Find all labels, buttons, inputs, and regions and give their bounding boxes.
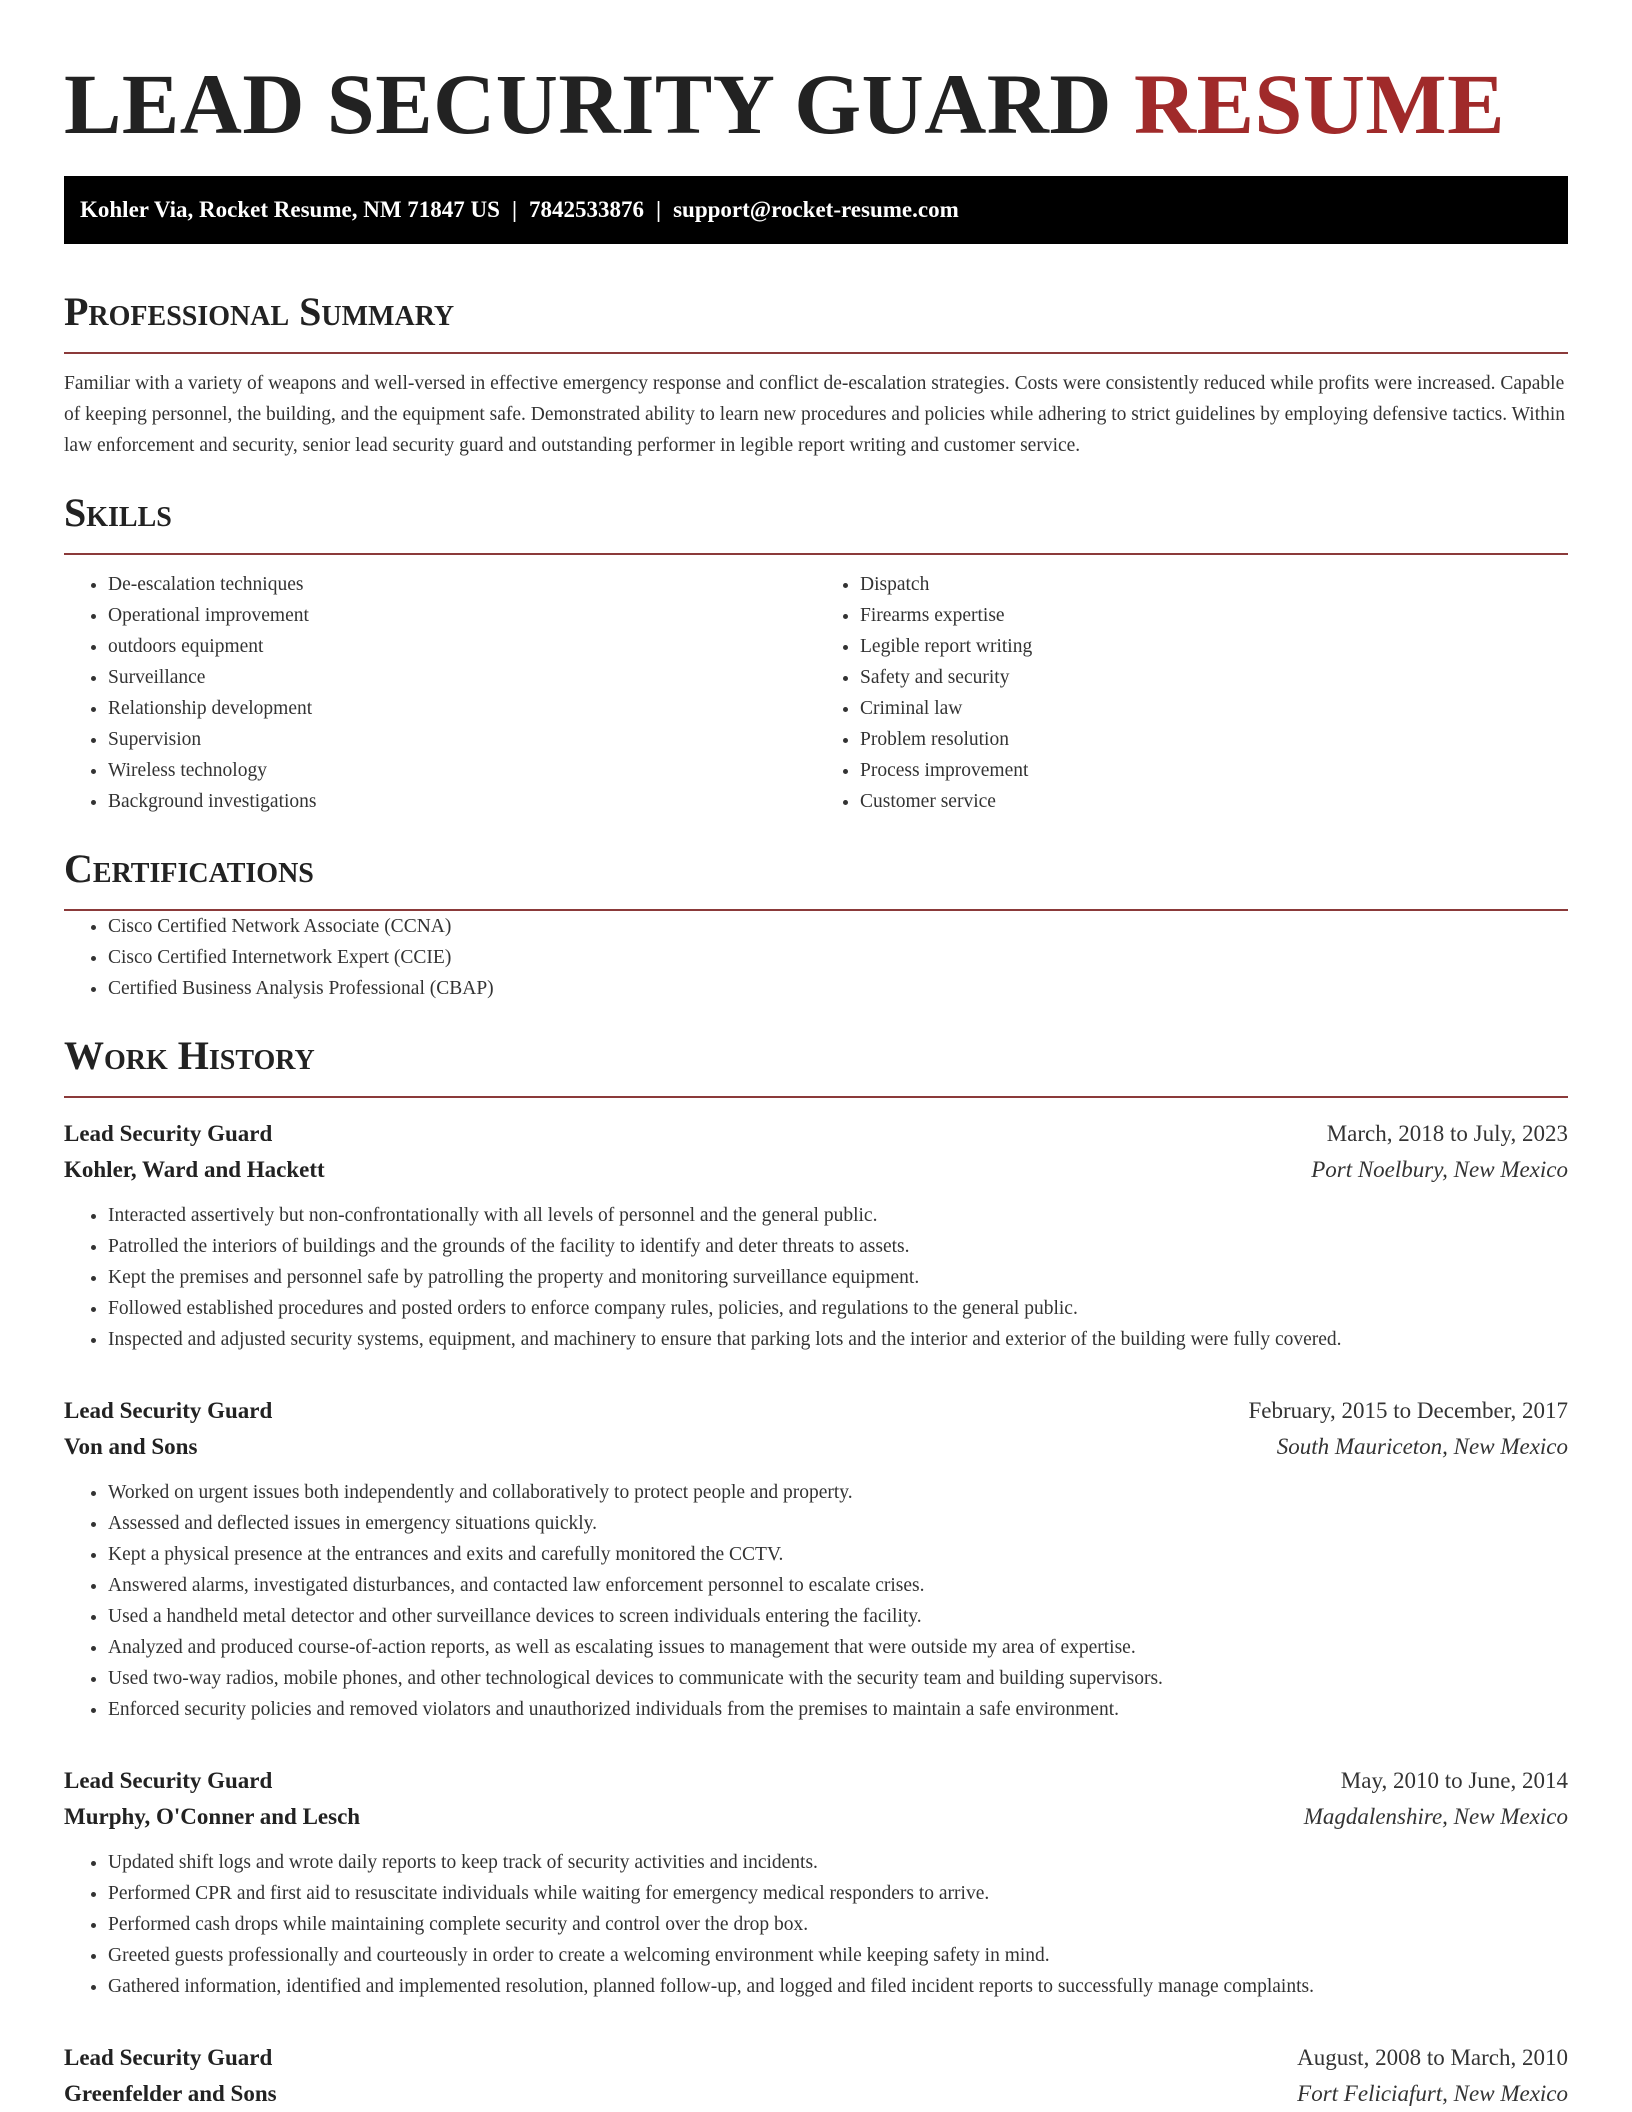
contact-address: Kohler Via, Rocket Resume, NM 71847 US (80, 197, 500, 222)
job-duty: • Patrolled the interiors of buildings and the grounds of the facility to identify and deter threats to assets. (108, 1231, 1568, 1262)
job-duty: • Used two-way radios, mobile phones, and other technological devices to communicate with the security team and building supervisors. (108, 1663, 1568, 1694)
job-duty: • Gathered information, identified and implemented resolution, planned follow-up, and logged and filed incident reports to successfully manage complaints. (108, 1971, 1568, 2002)
job-company-row (64, 1152, 1568, 1188)
job-location: Magdalenshire, New Mexico (1303, 1804, 1568, 1829)
skill-item: • Criminal law (860, 693, 1568, 724)
job-company-row (64, 1799, 1568, 1835)
job-dates: March, 2018 to July, 2023 (1326, 1121, 1568, 1146)
title-main: LEAD SECURITY GUARD (64, 56, 1113, 152)
resume-page (64, 0, 1568, 2112)
skill-item: • Supervision (108, 724, 816, 755)
job-dates: February, 2015 to December, 2017 (1248, 1398, 1568, 1423)
job-duty: • Assessed and deflected issues in emergency situations quickly. (108, 1508, 1568, 1539)
job-location: Port Noelbury, New Mexico (1311, 1157, 1568, 1182)
skills-list-left (64, 569, 816, 817)
skills-section (64, 489, 1568, 817)
certification-item: • Cisco Certified Internetwork Expert (CCIE) (108, 942, 1568, 973)
job-title: Lead Security Guard (64, 1121, 273, 1146)
job-duty: • Performed CPR and first aid to resuscitate individuals while waiting for emergency medical responders to arrive. (108, 1878, 1568, 1909)
job-company-row (64, 1429, 1568, 1465)
job-duty: • Used a handheld metal detector and other surveillance devices to screen individuals entering the facility. (108, 1601, 1568, 1632)
job-duties (64, 1847, 1568, 2002)
skill-item: • Dispatch (860, 569, 1568, 600)
job-title: Lead Security Guard (64, 1398, 273, 1423)
certification-item: • Certified Business Analysis Professional (CBAP) (108, 973, 1568, 1004)
skill-item: • Surveillance (108, 662, 816, 693)
certifications-heading: Certifications (64, 845, 1568, 911)
job-duty: • Kept a physical presence at the entrances and exits and carefully monitored the CCTV. (108, 1539, 1568, 1570)
skills-list-right (816, 569, 1568, 817)
job-duty: • Greeted guests professionally and courteously in order to create a welcoming environment while keeping safety in mind. (108, 1940, 1568, 1971)
job-title: Lead Security Guard (64, 1768, 273, 1793)
job-company: Murphy, O'Conner and Lesch (64, 1804, 361, 1829)
skill-item: • Wireless technology (108, 755, 816, 786)
job-duty: • Interacted assertively but non-confrontationally with all levels of personnel and the general public. (108, 1200, 1568, 1231)
summary-section (64, 288, 1568, 461)
job-company: Greenfelder and Sons (64, 2081, 277, 2106)
job-duty: • Worked on urgent issues both independently and collaboratively to protect people and property. (108, 1477, 1568, 1508)
job-duty: • Answered alarms, investigated disturbances, and contacted law enforcement personnel to escalate crises. (108, 1570, 1568, 1601)
contact-separator: | (656, 197, 662, 222)
skill-item: • Customer service (860, 786, 1568, 817)
job-entry (64, 1763, 1568, 2002)
skills-columns (64, 569, 1568, 817)
contact-separator: | (511, 197, 518, 222)
work-history-section (64, 1032, 1568, 2112)
job-company: Kohler, Ward and Hackett (64, 1157, 325, 1182)
skill-item: • De-escalation techniques (108, 569, 816, 600)
job-duty: • Followed established procedures and posted orders to enforce company rules, policies, and regulations to the general public. (108, 1293, 1568, 1324)
job-dates: May, 2010 to June, 2014 (1340, 1768, 1568, 1793)
job-duties (64, 1200, 1568, 1355)
skill-item: • Problem resolution (860, 724, 1568, 755)
job-duty: • Performed cash drops while maintaining complete security and control over the drop box. (108, 1909, 1568, 1940)
skill-item: • Firearms expertise (860, 600, 1568, 631)
job-duty: • Analyzed and produced course-of-action reports, as well as escalating issues to management that were outside my area of expertise. (108, 1632, 1568, 1663)
job-duty: • Inspected and adjusted security systems, equipment, and machinery to ensure that parking lots and the interior and exterior of the building were fully covered. (108, 1324, 1568, 1355)
skill-item: • Relationship development (108, 693, 816, 724)
contact-email: support@rocket-resume.com (673, 197, 959, 222)
page-title (64, 0, 1568, 150)
job-title: Lead Security Guard (64, 2045, 273, 2070)
job-duty: • Kept the premises and personnel safe by patrolling the property and monitoring surveillance equipment. (108, 1262, 1568, 1293)
certifications-list (64, 911, 1568, 1004)
skills-heading: Skills (64, 489, 1568, 555)
skill-item: • outdoors equipment (108, 631, 816, 662)
job-location: South Mauriceton, New Mexico (1276, 1434, 1568, 1459)
job-duty: • Enforced security policies and removed violators and unauthorized individuals from the premises to maintain a safe environment. (108, 1694, 1568, 1725)
job-header-row (64, 1393, 1568, 1429)
skill-item: • Legible report writing (860, 631, 1568, 662)
job-duties (64, 1477, 1568, 1725)
work-history-heading: Work History (64, 1032, 1568, 1098)
contact-phone: 7842533876 (529, 197, 645, 222)
job-location: Fort Feliciafurt, New Mexico (1297, 2081, 1568, 2106)
certification-item: • Cisco Certified Network Associate (CCNA) (108, 911, 1568, 942)
summary-heading: Professional Summary (64, 288, 1568, 354)
job-header-row (64, 1116, 1568, 1152)
certifications-section (64, 845, 1568, 1004)
skill-item: • Background investigations (108, 786, 816, 817)
job-dates: August, 2008 to March, 2010 (1297, 2045, 1568, 2070)
skill-item: • Operational improvement (108, 600, 816, 631)
job-header-row (64, 2040, 1568, 2076)
job-entry (64, 1116, 1568, 1355)
title-accent: RESUME (1134, 56, 1505, 152)
job-company: Von and Sons (64, 1434, 198, 1459)
summary-text: Familiar with a variety of weapons and well-versed in effective emergency response and conflict de-escalation strategies. Costs were consistently reduced while profits were increased. Capable of keeping personnel, the building, and the equipment safe. Demonstrated ability to learn new procedures and policies while adhering to strict guidelines by employing defensive tactics. Within law enforcement and security, senior lead security guard and outstanding performer in legible report writing and customer service. (64, 373, 1566, 456)
job-entry (64, 1393, 1568, 1725)
skill-item: • Process improvement (860, 755, 1568, 786)
job-header-row (64, 1763, 1568, 1799)
job-entry (64, 2040, 1568, 2112)
job-company-row (64, 2076, 1568, 2112)
skill-item: • Safety and security (860, 662, 1568, 693)
contact-bar (64, 176, 1568, 244)
job-duty: • Updated shift logs and wrote daily reports to keep track of security activities and incidents. (108, 1847, 1568, 1878)
